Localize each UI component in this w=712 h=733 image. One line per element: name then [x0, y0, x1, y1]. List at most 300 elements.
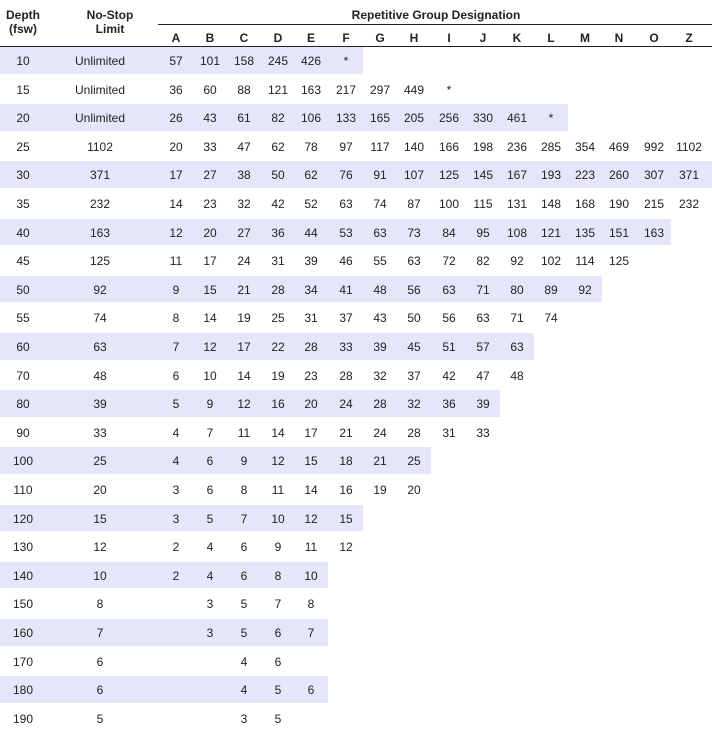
value-cell: 6 [307, 683, 315, 698]
value-cell: 25 [271, 311, 285, 326]
value-cell: 19 [271, 368, 285, 383]
depth-cell: 80 [16, 397, 30, 412]
value-cell: 74 [373, 197, 387, 211]
value-cell: 12 [304, 511, 318, 526]
value-cell: 47 [476, 368, 490, 383]
value-cell: 63 [373, 225, 387, 240]
value-cell: 7 [274, 597, 282, 612]
value-cell: 8 [172, 311, 180, 326]
value-cell: 63 [510, 340, 524, 354]
depth-header [0, 8, 46, 36]
value-cell: 37 [407, 368, 421, 383]
limit-cell: Unlimited [74, 82, 125, 97]
value-cell: 20 [407, 483, 421, 497]
limit-cell: 92 [93, 282, 107, 297]
value-cell: 43 [203, 111, 217, 126]
limit-cell: 232 [89, 197, 111, 211]
value-cell: 82 [271, 111, 285, 126]
value-cell: 28 [339, 368, 353, 383]
value-cell: 17 [237, 340, 251, 354]
limit-cell: 5 [96, 711, 104, 726]
value-cell: 11 [271, 483, 285, 497]
value-cell: 5 [240, 597, 248, 612]
value-cell: 163 [300, 82, 322, 97]
value-cell: 57 [476, 340, 490, 354]
value-cell: 145 [472, 168, 494, 183]
value-cell: 4 [172, 454, 180, 469]
value-cell: 131 [506, 197, 528, 211]
limit-cell: 74 [93, 311, 107, 326]
value-cell: 32 [407, 397, 421, 412]
value-cell: 74 [544, 311, 558, 326]
value-cell: 56 [442, 311, 456, 326]
value-cell: 63 [407, 254, 421, 269]
value-cell: 53 [339, 225, 353, 240]
depth-cell: 15 [16, 82, 30, 97]
value-cell: 223 [574, 168, 596, 183]
value-cell: 7 [172, 340, 180, 354]
column-header-n: N [614, 31, 624, 45]
value-cell: 426 [300, 54, 322, 68]
value-cell: 42 [442, 368, 456, 383]
value-cell: 17 [203, 254, 217, 269]
value-cell: 42 [271, 197, 285, 211]
value-cell: 10 [304, 568, 318, 583]
value-cell: 61 [237, 111, 251, 126]
depth-cell: 25 [16, 139, 30, 154]
value-cell: 14 [271, 425, 285, 440]
limit-cell: 371 [89, 168, 111, 183]
value-cell: 36 [169, 82, 183, 97]
value-cell: 8 [240, 483, 248, 497]
value-cell: 5 [206, 511, 214, 526]
value-cell: 72 [442, 254, 456, 269]
value-cell: 992 [643, 139, 665, 154]
table-row [0, 562, 712, 591]
value-cell: 21 [237, 282, 251, 297]
value-cell: 46 [339, 254, 353, 269]
value-cell: 31 [304, 311, 318, 326]
depth-cell: 150 [12, 597, 34, 612]
value-cell: 1102 [676, 139, 702, 154]
value-cell: 5 [240, 626, 248, 640]
value-cell: 88 [237, 82, 251, 97]
value-cell: 16 [339, 483, 353, 497]
value-cell: 5 [274, 683, 282, 698]
value-cell: 12 [237, 397, 251, 412]
value-cell: 37 [339, 311, 353, 326]
table-row [0, 362, 712, 391]
limit-cell: 10 [93, 568, 107, 583]
value-cell: 7 [307, 626, 315, 640]
value-cell: 55 [373, 254, 387, 269]
value-cell: 14 [169, 197, 183, 211]
value-cell: 11 [169, 254, 183, 269]
value-cell: 27 [237, 225, 251, 240]
value-cell: 7 [206, 425, 214, 440]
value-cell: 8 [274, 568, 282, 583]
table-row [0, 419, 712, 448]
depth-cell: 180 [12, 683, 34, 698]
limit-cell: 63 [93, 340, 107, 354]
value-cell: 163 [643, 225, 665, 240]
value-cell: 62 [304, 168, 318, 183]
value-cell: 62 [271, 139, 285, 154]
value-cell: 101 [199, 54, 221, 68]
table-row [0, 190, 712, 219]
value-cell: 32 [237, 197, 251, 211]
limit-cell: 12 [93, 540, 107, 555]
table-row [0, 276, 712, 305]
value-cell: 371 [678, 168, 700, 183]
value-cell: 3 [172, 511, 180, 526]
value-cell: 51 [442, 340, 456, 354]
value-cell: 140 [403, 139, 425, 154]
value-cell: 78 [304, 139, 318, 154]
limit-header [67, 8, 153, 36]
value-cell: 215 [643, 197, 665, 211]
value-cell: 43 [373, 311, 387, 326]
column-header-m: M [580, 31, 590, 45]
value-cell: 71 [476, 282, 490, 297]
value-cell: 354 [574, 139, 596, 154]
value-cell: 165 [369, 111, 391, 126]
value-cell: 469 [608, 139, 630, 154]
value-cell: 24 [373, 425, 387, 440]
value-cell: 82 [476, 254, 490, 269]
depth-cell: 190 [12, 711, 34, 726]
value-cell: 63 [339, 197, 353, 211]
value-cell: 4 [206, 568, 214, 583]
value-cell: 23 [203, 197, 217, 211]
value-cell: 41 [339, 282, 353, 297]
value-cell: 125 [608, 254, 630, 269]
value-cell: 9 [206, 397, 214, 412]
limit-header-line2: Limit [95, 22, 125, 36]
value-cell: 14 [203, 311, 217, 326]
value-cell: 133 [335, 111, 357, 126]
value-cell: 39 [476, 397, 490, 412]
value-cell: 28 [373, 397, 387, 412]
value-cell: 260 [608, 168, 630, 183]
limit-cell: Unlimited [74, 54, 125, 68]
value-cell: 10 [203, 368, 217, 383]
value-cell: 22 [271, 340, 285, 354]
depth-cell: 100 [12, 454, 34, 469]
value-cell: 33 [339, 340, 353, 354]
value-cell: 6 [274, 654, 282, 669]
value-cell: 7 [240, 511, 248, 526]
value-cell: 108 [506, 225, 528, 240]
table-row [0, 304, 712, 333]
value-cell: 28 [304, 340, 318, 354]
limit-cell: 8 [96, 597, 104, 612]
value-cell: 24 [237, 254, 251, 269]
value-cell: 39 [373, 340, 387, 354]
value-cell: 297 [369, 82, 391, 97]
column-header-l: L [547, 31, 555, 45]
depth-cell: 40 [16, 225, 30, 240]
value-cell: 115 [473, 197, 493, 211]
value-cell: 39 [304, 254, 318, 269]
value-cell: 97 [339, 139, 353, 154]
value-cell: 330 [472, 111, 494, 126]
value-cell: 56 [407, 282, 421, 297]
table-row [0, 247, 712, 276]
value-cell: 19 [373, 483, 387, 497]
value-cell: 190 [608, 197, 630, 211]
value-cell: 33 [476, 425, 490, 440]
limit-cell: 39 [93, 397, 107, 412]
value-cell: 3 [206, 626, 214, 640]
value-cell: 63 [442, 282, 456, 297]
column-header-k: K [512, 31, 522, 45]
table-row [0, 676, 712, 705]
table-row [0, 47, 712, 76]
value-cell: 11 [304, 540, 318, 555]
value-cell: 36 [442, 397, 456, 412]
value-cell: 25 [407, 454, 421, 469]
limit-cell: 15 [93, 511, 107, 526]
value-cell: 461 [506, 111, 528, 126]
value-cell: 48 [510, 368, 524, 383]
group-header: Repetitive Group Designation [351, 8, 521, 22]
value-cell: 9 [240, 454, 248, 469]
column-header-d: D [273, 31, 283, 45]
value-cell: 3 [172, 483, 180, 497]
column-header-j: J [479, 31, 487, 45]
depth-cell: 170 [12, 654, 34, 669]
value-cell: 14 [304, 483, 318, 497]
value-cell: 63 [476, 311, 490, 326]
value-cell: 307 [643, 168, 665, 183]
limit-cell: Unlimited [74, 111, 125, 126]
value-cell: 121 [267, 82, 289, 97]
value-cell: 20 [304, 397, 318, 412]
value-cell: 36 [271, 225, 285, 240]
table-row [0, 590, 712, 619]
value-cell: 34 [304, 282, 318, 297]
table-row [0, 476, 712, 505]
depth-cell: 110 [13, 483, 33, 497]
value-cell: * [343, 54, 349, 68]
value-cell: 166 [438, 139, 460, 154]
value-cell: 60 [203, 82, 217, 97]
value-cell: 9 [274, 540, 282, 555]
table-row [0, 219, 712, 248]
limit-cell: 125 [89, 254, 111, 269]
limit-header-line1: No-Stop [86, 8, 134, 22]
limit-cell: 1102 [87, 139, 113, 154]
column-header-e: E [306, 31, 315, 45]
value-cell: 76 [339, 168, 353, 183]
value-cell: 256 [438, 111, 460, 126]
value-cell: 92 [578, 282, 592, 297]
value-cell: 21 [373, 454, 387, 469]
value-cell: 91 [373, 168, 387, 183]
limit-cell: 20 [93, 483, 107, 497]
table-row [0, 505, 712, 534]
value-cell: 73 [407, 225, 421, 240]
value-cell: 12 [271, 454, 285, 469]
column-header-o: O [649, 31, 659, 45]
limit-cell: 7 [96, 626, 104, 640]
value-cell: 6 [274, 626, 282, 640]
group-header-rule [158, 24, 712, 25]
value-cell: 4 [240, 654, 248, 669]
value-cell: * [548, 111, 554, 126]
depth-cell: 55 [16, 311, 30, 326]
value-cell: 2 [172, 540, 180, 555]
value-cell: 4 [172, 425, 180, 440]
value-cell: 15 [339, 511, 353, 526]
depth-cell: 70 [16, 368, 30, 383]
limit-cell: 33 [93, 425, 107, 440]
value-cell: 20 [203, 225, 217, 240]
value-cell: 151 [608, 225, 630, 240]
value-cell: 167 [506, 168, 528, 183]
value-cell: 26 [169, 111, 183, 126]
value-cell: 3 [240, 711, 248, 726]
depth-cell: 10 [16, 54, 30, 68]
value-cell: 5 [274, 711, 282, 726]
value-cell: 5 [172, 397, 180, 412]
value-cell: 11 [237, 425, 251, 440]
value-cell: 38 [237, 168, 251, 183]
value-cell: 6 [206, 483, 214, 497]
value-cell: 217 [335, 82, 357, 97]
value-cell: 205 [403, 111, 425, 126]
depth-cell: 130 [12, 540, 34, 555]
value-cell: 71 [510, 311, 524, 326]
value-cell: 158 [233, 54, 255, 68]
column-header-z: Z [685, 31, 693, 45]
value-cell: 16 [271, 397, 285, 412]
value-cell: 32 [373, 368, 387, 383]
value-cell: 27 [203, 168, 217, 183]
value-cell: 100 [438, 197, 460, 211]
depth-header-line2: (fsw) [9, 22, 37, 36]
value-cell: 245 [267, 54, 289, 68]
limit-cell: 6 [96, 683, 104, 698]
limit-cell: 163 [89, 225, 111, 240]
limit-cell: 25 [93, 454, 107, 469]
value-cell: 31 [442, 425, 456, 440]
value-cell: 4 [206, 540, 214, 555]
table-row [0, 619, 712, 648]
value-cell: 28 [407, 425, 421, 440]
value-cell: 148 [540, 197, 562, 211]
depth-cell: 50 [16, 282, 30, 297]
depth-cell: 140 [12, 568, 34, 583]
value-cell: 18 [339, 454, 353, 469]
value-cell: 31 [271, 254, 285, 269]
depth-cell: 120 [12, 511, 34, 526]
value-cell: 6 [240, 568, 248, 583]
value-cell: 135 [574, 225, 596, 240]
value-cell: 4 [240, 683, 248, 698]
column-header-g: G [375, 31, 385, 45]
value-cell: 117 [370, 139, 390, 154]
value-cell: 23 [304, 368, 318, 383]
value-cell: 6 [240, 540, 248, 555]
value-cell: 10 [271, 511, 285, 526]
value-cell: 168 [574, 197, 596, 211]
value-cell: 15 [304, 454, 318, 469]
value-cell: 57 [169, 54, 183, 68]
column-header-b: B [205, 31, 215, 45]
value-cell: 89 [544, 282, 558, 297]
column-header-c: C [239, 31, 249, 45]
value-cell: 12 [339, 540, 353, 555]
table-row [0, 76, 712, 105]
value-cell: 12 [203, 340, 217, 354]
value-cell: 50 [271, 168, 285, 183]
column-header-h: H [409, 31, 419, 45]
depth-cell: 20 [16, 111, 30, 126]
value-cell: 21 [339, 425, 353, 440]
value-cell: 95 [476, 225, 490, 240]
table-row [0, 390, 712, 419]
value-cell: * [446, 82, 452, 97]
value-cell: 106 [300, 111, 322, 126]
table-row [0, 447, 712, 476]
value-cell: 2 [172, 568, 180, 583]
table-row [0, 705, 712, 733]
table-row [0, 161, 712, 190]
depth-header-line1: Depth [6, 8, 40, 22]
value-cell: 92 [510, 254, 524, 269]
value-cell: 6 [172, 368, 180, 383]
value-cell: 14 [237, 368, 251, 383]
value-cell: 8 [307, 597, 315, 612]
depth-cell: 90 [16, 425, 30, 440]
limit-cell: 48 [93, 368, 107, 383]
value-cell: 12 [169, 225, 183, 240]
table-row [0, 533, 712, 562]
value-cell: 84 [442, 225, 456, 240]
value-cell: 232 [678, 197, 700, 211]
value-cell: 24 [339, 397, 353, 412]
value-cell: 114 [575, 254, 595, 269]
value-cell: 9 [172, 282, 180, 297]
value-cell: 80 [510, 282, 524, 297]
value-cell: 198 [472, 139, 494, 154]
value-cell: 48 [373, 282, 387, 297]
column-header-f: F [342, 31, 350, 45]
limit-cell: 6 [96, 654, 104, 669]
value-cell: 17 [169, 168, 183, 183]
depth-cell: 160 [12, 626, 34, 640]
column-header-i: I [447, 31, 451, 45]
table-row [0, 104, 712, 133]
value-cell: 45 [407, 340, 421, 354]
value-cell: 20 [169, 139, 183, 154]
value-cell: 3 [206, 597, 214, 612]
depth-cell: 35 [16, 197, 30, 211]
value-cell: 52 [304, 197, 318, 211]
value-cell: 50 [407, 311, 421, 326]
value-cell: 17 [304, 425, 318, 440]
column-header-a: A [171, 31, 181, 45]
value-cell: 28 [271, 282, 285, 297]
value-cell: 285 [540, 139, 562, 154]
value-cell: 19 [237, 311, 251, 326]
value-cell: 449 [403, 82, 425, 97]
depth-cell: 45 [16, 254, 30, 269]
value-cell: 87 [407, 197, 421, 211]
value-cell: 125 [438, 168, 460, 183]
